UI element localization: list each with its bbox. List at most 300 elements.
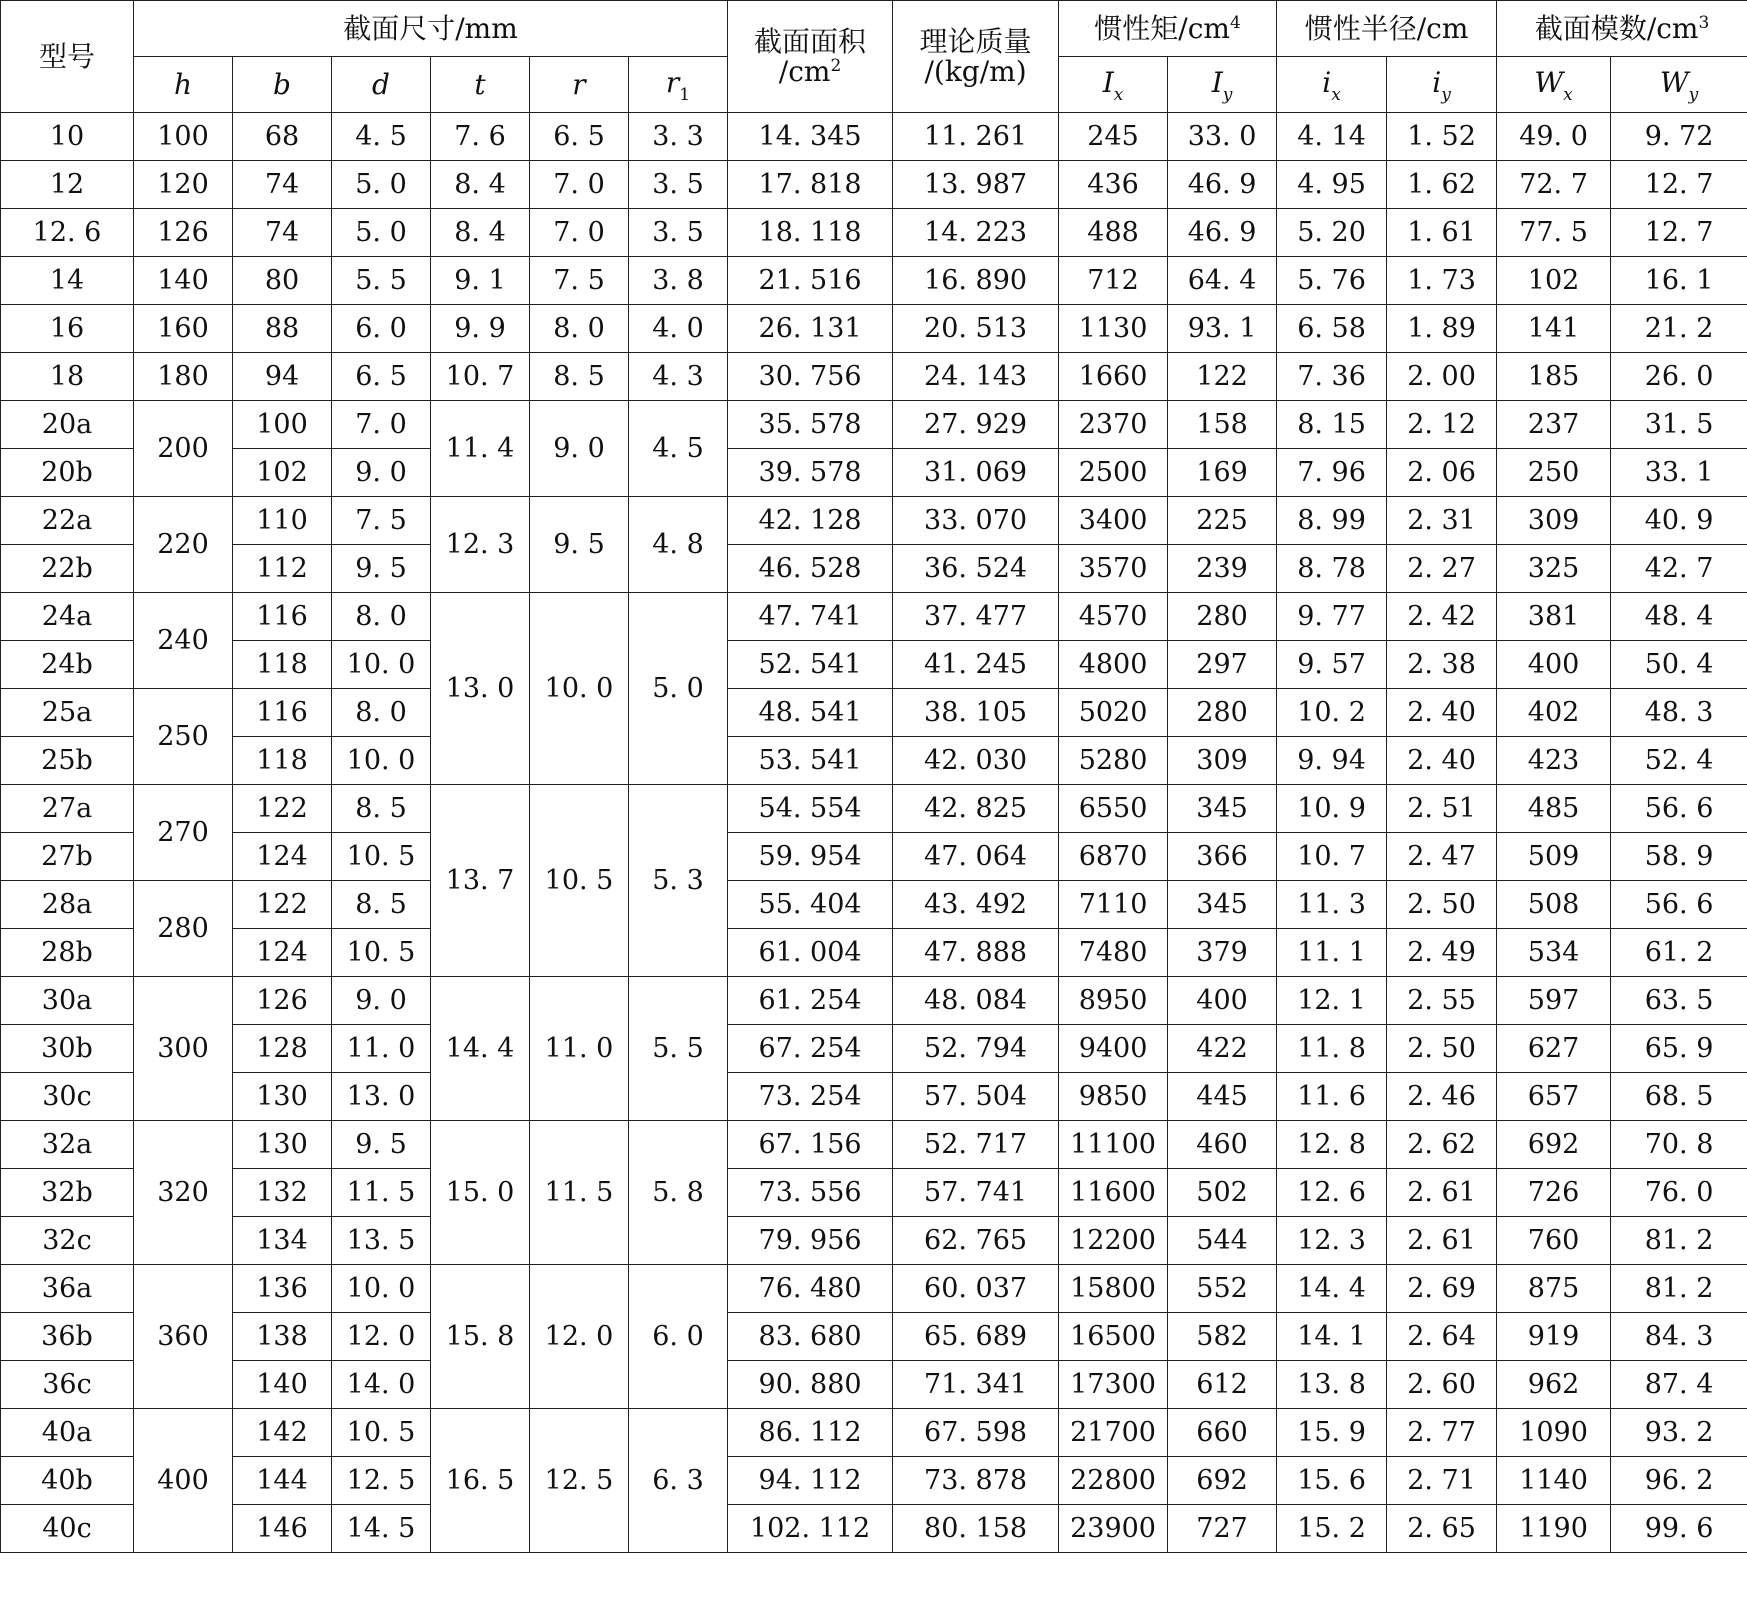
- cell-d: 14. 0: [332, 1361, 431, 1409]
- cell-mass: 33. 070: [893, 497, 1059, 545]
- cell-Wx: 1090: [1497, 1409, 1611, 1457]
- cell-Wx: 423: [1497, 737, 1611, 785]
- cell-r1: 4. 3: [629, 353, 728, 401]
- cell-r1: 6. 0: [629, 1265, 728, 1409]
- cell-Wy: 81. 2: [1611, 1265, 1747, 1313]
- cell-area: 86. 112: [728, 1409, 893, 1457]
- table-row: [1, 881, 1747, 929]
- cell-t: 13. 0: [431, 593, 530, 785]
- table-row: [1, 1457, 1747, 1505]
- cell-h: 180: [134, 353, 233, 401]
- cell-ix: 8. 99: [1277, 497, 1387, 545]
- cell-Wx: 962: [1497, 1361, 1611, 1409]
- cell-iy: 1. 89: [1387, 305, 1497, 353]
- cell-t: 7. 6: [431, 113, 530, 161]
- cell-Wx: 250: [1497, 449, 1611, 497]
- cell-iy: 1. 62: [1387, 161, 1497, 209]
- cell-Wx: 49. 0: [1497, 113, 1611, 161]
- cell-Iy: 660: [1168, 1409, 1277, 1457]
- cell-h: 120: [134, 161, 233, 209]
- cell-Wy: 87. 4: [1611, 1361, 1747, 1409]
- cell-Iy: 345: [1168, 785, 1277, 833]
- cell-ix: 12. 3: [1277, 1217, 1387, 1265]
- cell-Ix: 9850: [1059, 1073, 1168, 1121]
- cell-mass: 65. 689: [893, 1313, 1059, 1361]
- header-area-line1: 截面面积: [754, 24, 867, 58]
- cell-mass: 20. 513: [893, 305, 1059, 353]
- cell-area: 59. 954: [728, 833, 893, 881]
- cell-Wx: 508: [1497, 881, 1611, 929]
- cell-area: 30. 756: [728, 353, 893, 401]
- table-row: [1, 401, 1747, 449]
- cell-h: 100: [134, 113, 233, 161]
- cell-d: 5. 0: [332, 161, 431, 209]
- cell-t: 9. 9: [431, 305, 530, 353]
- table-body: [1, 113, 1747, 1553]
- cell-model: 27b: [1, 833, 134, 881]
- cell-b: 112: [233, 545, 332, 593]
- cell-Iy: 46. 9: [1168, 209, 1277, 257]
- cell-r: 9. 0: [530, 401, 629, 497]
- cell-ix: 8. 78: [1277, 545, 1387, 593]
- cell-area: 14. 345: [728, 113, 893, 161]
- table-row: [1, 689, 1747, 737]
- cell-Ix: 21700: [1059, 1409, 1168, 1457]
- cell-area: 73. 254: [728, 1073, 893, 1121]
- cell-ix: 4. 14: [1277, 113, 1387, 161]
- cell-Ix: 5020: [1059, 689, 1168, 737]
- cell-t: 13. 7: [431, 785, 530, 977]
- cell-Ix: 12200: [1059, 1217, 1168, 1265]
- header-Wx: $W_x$: [1497, 57, 1611, 113]
- cell-ix: 15. 9: [1277, 1409, 1387, 1457]
- cell-h: 126: [134, 209, 233, 257]
- cell-d: 13. 0: [332, 1073, 431, 1121]
- table-row: [1, 1313, 1747, 1361]
- cell-area: 35. 578: [728, 401, 893, 449]
- table-row: [1, 977, 1747, 1025]
- cell-iy: 2. 51: [1387, 785, 1497, 833]
- cell-model: 30b: [1, 1025, 134, 1073]
- cell-Iy: 280: [1168, 593, 1277, 641]
- table-row: [1, 1169, 1747, 1217]
- cell-model: 25b: [1, 737, 134, 785]
- cell-area: 39. 578: [728, 449, 893, 497]
- cell-area: 67. 156: [728, 1121, 893, 1169]
- cell-Iy: 309: [1168, 737, 1277, 785]
- cell-Wy: 96. 2: [1611, 1457, 1747, 1505]
- cell-t: 10. 7: [431, 353, 530, 401]
- cell-area: 48. 541: [728, 689, 893, 737]
- cell-model: 40b: [1, 1457, 134, 1505]
- cell-iy: 2. 62: [1387, 1121, 1497, 1169]
- cell-Iy: 692: [1168, 1457, 1277, 1505]
- cell-Iy: 445: [1168, 1073, 1277, 1121]
- cell-r1: 4. 8: [629, 497, 728, 593]
- cell-ix: 9. 77: [1277, 593, 1387, 641]
- cell-b: 130: [233, 1073, 332, 1121]
- cell-area: 83. 680: [728, 1313, 893, 1361]
- cell-h: 360: [134, 1265, 233, 1409]
- cell-iy: 2. 61: [1387, 1169, 1497, 1217]
- cell-d: 8. 5: [332, 881, 431, 929]
- table-row: [1, 305, 1747, 353]
- cell-iy: 2. 27: [1387, 545, 1497, 593]
- cell-d: 12. 5: [332, 1457, 431, 1505]
- cell-area: 61. 254: [728, 977, 893, 1025]
- cell-d: 10. 5: [332, 1409, 431, 1457]
- cell-h: 140: [134, 257, 233, 305]
- cell-ix: 10. 9: [1277, 785, 1387, 833]
- cell-b: 130: [233, 1121, 332, 1169]
- cell-t: 15. 0: [431, 1121, 530, 1265]
- cell-d: 10. 0: [332, 641, 431, 689]
- cell-d: 10. 5: [332, 833, 431, 881]
- cell-h: 250: [134, 689, 233, 785]
- cell-Wx: 919: [1497, 1313, 1611, 1361]
- cell-Wy: 26. 0: [1611, 353, 1747, 401]
- cell-d: 5. 5: [332, 257, 431, 305]
- cell-Iy: 297: [1168, 641, 1277, 689]
- cell-ix: 11. 1: [1277, 929, 1387, 977]
- header-section-dims: 截面尺寸/mm: [134, 1, 728, 57]
- cell-mass: 42. 030: [893, 737, 1059, 785]
- cell-b: 144: [233, 1457, 332, 1505]
- cell-iy: 2. 31: [1387, 497, 1497, 545]
- cell-model: 12. 6: [1, 209, 134, 257]
- cell-iy: 2. 77: [1387, 1409, 1497, 1457]
- cell-Iy: 552: [1168, 1265, 1277, 1313]
- cell-mass: 71. 341: [893, 1361, 1059, 1409]
- cell-ix: 15. 2: [1277, 1505, 1387, 1553]
- cell-r: 7. 0: [530, 209, 629, 257]
- cell-iy: 2. 55: [1387, 977, 1497, 1025]
- cell-Ix: 7110: [1059, 881, 1168, 929]
- cell-r: 11. 5: [530, 1121, 629, 1265]
- cell-Wy: 9. 72: [1611, 113, 1747, 161]
- cell-b: 122: [233, 881, 332, 929]
- cell-Wx: 1140: [1497, 1457, 1611, 1505]
- cell-mass: 31. 069: [893, 449, 1059, 497]
- cell-model: 12: [1, 161, 134, 209]
- cell-ix: 14. 4: [1277, 1265, 1387, 1313]
- cell-model: 36a: [1, 1265, 134, 1313]
- cell-ix: 9. 57: [1277, 641, 1387, 689]
- cell-Ix: 2500: [1059, 449, 1168, 497]
- cell-b: 136: [233, 1265, 332, 1313]
- cell-r: 6. 5: [530, 113, 629, 161]
- cell-d: 9. 5: [332, 545, 431, 593]
- cell-mass: 47. 888: [893, 929, 1059, 977]
- cell-t: 9. 1: [431, 257, 530, 305]
- header-inertia: 惯性矩$/cm^4$: [1059, 1, 1277, 57]
- cell-b: 124: [233, 833, 332, 881]
- cell-mass: 13. 987: [893, 161, 1059, 209]
- cell-Wy: 31. 5: [1611, 401, 1747, 449]
- cell-area: 54. 554: [728, 785, 893, 833]
- cell-b: 140: [233, 1361, 332, 1409]
- cell-iy: 2. 69: [1387, 1265, 1497, 1313]
- cell-h: 200: [134, 401, 233, 497]
- cell-mass: 36. 524: [893, 545, 1059, 593]
- cell-ix: 6. 58: [1277, 305, 1387, 353]
- cell-iy: 2. 40: [1387, 737, 1497, 785]
- cell-Wy: 33. 1: [1611, 449, 1747, 497]
- cell-d: 11. 5: [332, 1169, 431, 1217]
- cell-Iy: 502: [1168, 1169, 1277, 1217]
- cell-b: 110: [233, 497, 332, 545]
- cell-ix: 13. 8: [1277, 1361, 1387, 1409]
- cell-t: 8. 4: [431, 161, 530, 209]
- cell-Wy: 21. 2: [1611, 305, 1747, 353]
- cell-mass: 42. 825: [893, 785, 1059, 833]
- table-row: [1, 593, 1747, 641]
- cell-Wx: 325: [1497, 545, 1611, 593]
- cell-b: 128: [233, 1025, 332, 1073]
- cell-d: 8. 0: [332, 689, 431, 737]
- cell-r1: 5. 8: [629, 1121, 728, 1265]
- cell-area: 55. 404: [728, 881, 893, 929]
- cell-Iy: 169: [1168, 449, 1277, 497]
- cell-model: 36c: [1, 1361, 134, 1409]
- header-Iy: $I_y$: [1168, 57, 1277, 113]
- cell-Iy: 727: [1168, 1505, 1277, 1553]
- cell-Ix: 4570: [1059, 593, 1168, 641]
- table-row: [1, 785, 1747, 833]
- cell-h: 320: [134, 1121, 233, 1265]
- cell-Wy: 48. 3: [1611, 689, 1747, 737]
- cell-iy: 2. 12: [1387, 401, 1497, 449]
- cell-area: 47. 741: [728, 593, 893, 641]
- cell-b: 146: [233, 1505, 332, 1553]
- cell-Wx: 102: [1497, 257, 1611, 305]
- cell-h: 220: [134, 497, 233, 593]
- cell-ix: 11. 6: [1277, 1073, 1387, 1121]
- cell-r: 10. 0: [530, 593, 629, 785]
- cell-d: 8. 5: [332, 785, 431, 833]
- table-row: [1, 833, 1747, 881]
- cell-Wy: 65. 9: [1611, 1025, 1747, 1073]
- cell-Ix: 16500: [1059, 1313, 1168, 1361]
- cell-mass: 43. 492: [893, 881, 1059, 929]
- cell-ix: 5. 76: [1277, 257, 1387, 305]
- cell-d: 9. 5: [332, 1121, 431, 1169]
- table-row: [1, 209, 1747, 257]
- cell-model: 28a: [1, 881, 134, 929]
- cell-mass: 80. 158: [893, 1505, 1059, 1553]
- cell-Iy: 366: [1168, 833, 1277, 881]
- cell-Wx: 237: [1497, 401, 1611, 449]
- header-iy: $i_y$: [1387, 57, 1497, 113]
- cell-Ix: 11100: [1059, 1121, 1168, 1169]
- cell-iy: 2. 06: [1387, 449, 1497, 497]
- cell-r: 11. 0: [530, 977, 629, 1121]
- cell-mass: 62. 765: [893, 1217, 1059, 1265]
- cell-iy: 2. 47: [1387, 833, 1497, 881]
- cell-r1: 6. 3: [629, 1409, 728, 1553]
- header-Ix: $I_x$: [1059, 57, 1168, 113]
- cell-Wy: 63. 5: [1611, 977, 1747, 1025]
- cell-mass: 37. 477: [893, 593, 1059, 641]
- table-row: [1, 641, 1747, 689]
- cell-r: 12. 0: [530, 1265, 629, 1409]
- header-ix: $i_x$: [1277, 57, 1387, 113]
- cell-b: 118: [233, 737, 332, 785]
- cell-Ix: 11600: [1059, 1169, 1168, 1217]
- cell-Iy: 544: [1168, 1217, 1277, 1265]
- header-modulus: 截面模数$/cm^3$: [1497, 1, 1747, 57]
- cell-area: 53. 541: [728, 737, 893, 785]
- cell-Wx: 141: [1497, 305, 1611, 353]
- cell-mass: 11. 261: [893, 113, 1059, 161]
- cell-b: 88: [233, 305, 332, 353]
- cell-model: 40c: [1, 1505, 134, 1553]
- table-row: [1, 737, 1747, 785]
- cell-model: 25a: [1, 689, 134, 737]
- cell-Iy: 345: [1168, 881, 1277, 929]
- cell-Iy: 379: [1168, 929, 1277, 977]
- cell-b: 132: [233, 1169, 332, 1217]
- cell-b: 102: [233, 449, 332, 497]
- cell-h: 160: [134, 305, 233, 353]
- cell-Ix: 7480: [1059, 929, 1168, 977]
- cell-r: 12. 5: [530, 1409, 629, 1553]
- cell-Wx: 534: [1497, 929, 1611, 977]
- cell-d: 5. 0: [332, 209, 431, 257]
- cell-Wx: 875: [1497, 1265, 1611, 1313]
- cell-d: 12. 0: [332, 1313, 431, 1361]
- cell-r: 7. 5: [530, 257, 629, 305]
- cell-iy: 2. 71: [1387, 1457, 1497, 1505]
- cell-ix: 11. 3: [1277, 881, 1387, 929]
- cell-Iy: 122: [1168, 353, 1277, 401]
- header-b: b: [233, 57, 332, 113]
- cell-area: 94. 112: [728, 1457, 893, 1505]
- table-row: [1, 1505, 1747, 1553]
- cell-model: 22a: [1, 497, 134, 545]
- cell-Wx: 509: [1497, 833, 1611, 881]
- cell-iy: 2. 49: [1387, 929, 1497, 977]
- cell-area: 17. 818: [728, 161, 893, 209]
- cell-iy: 2. 50: [1387, 881, 1497, 929]
- cell-Iy: 422: [1168, 1025, 1277, 1073]
- cell-iy: 2. 38: [1387, 641, 1497, 689]
- cell-Ix: 4800: [1059, 641, 1168, 689]
- cell-Ix: 245: [1059, 113, 1168, 161]
- header-radius: 惯性半径/cm: [1277, 1, 1497, 57]
- cell-ix: 11. 8: [1277, 1025, 1387, 1073]
- cell-h: 240: [134, 593, 233, 689]
- cell-h: 300: [134, 977, 233, 1121]
- cell-iy: 1. 52: [1387, 113, 1497, 161]
- cell-t: 8. 4: [431, 209, 530, 257]
- cell-mass: 48. 084: [893, 977, 1059, 1025]
- cell-d: 9. 0: [332, 977, 431, 1025]
- table-row: [1, 1265, 1747, 1313]
- cell-b: 74: [233, 209, 332, 257]
- cell-b: 126: [233, 977, 332, 1025]
- cell-model: 30c: [1, 1073, 134, 1121]
- cell-model: 32c: [1, 1217, 134, 1265]
- cell-Wy: 12. 7: [1611, 209, 1747, 257]
- cell-b: 138: [233, 1313, 332, 1361]
- cell-r: 7. 0: [530, 161, 629, 209]
- cell-model: 32a: [1, 1121, 134, 1169]
- cell-r1: 3. 5: [629, 209, 728, 257]
- cell-h: 280: [134, 881, 233, 977]
- cell-t: 15. 8: [431, 1265, 530, 1409]
- cell-model: 20b: [1, 449, 134, 497]
- cell-iy: 2. 61: [1387, 1217, 1497, 1265]
- cell-d: 14. 5: [332, 1505, 431, 1553]
- cell-r1: 3. 8: [629, 257, 728, 305]
- cell-Ix: 17300: [1059, 1361, 1168, 1409]
- cell-r1: 4. 5: [629, 401, 728, 497]
- cell-Wy: 93. 2: [1611, 1409, 1747, 1457]
- cell-d: 4. 5: [332, 113, 431, 161]
- cell-d: 11. 0: [332, 1025, 431, 1073]
- cell-Wy: 99. 6: [1611, 1505, 1747, 1553]
- table-row: [1, 1361, 1747, 1409]
- cell-b: 68: [233, 113, 332, 161]
- cell-r1: 5. 5: [629, 977, 728, 1121]
- cell-model: 18: [1, 353, 134, 401]
- cell-Wy: 58. 9: [1611, 833, 1747, 881]
- cell-Ix: 5280: [1059, 737, 1168, 785]
- cell-r1: 3. 3: [629, 113, 728, 161]
- cell-t: 14. 4: [431, 977, 530, 1121]
- cell-Iy: 400: [1168, 977, 1277, 1025]
- cell-Ix: 436: [1059, 161, 1168, 209]
- cell-model: 24a: [1, 593, 134, 641]
- cell-model: 32b: [1, 1169, 134, 1217]
- cell-mass: 57. 504: [893, 1073, 1059, 1121]
- cell-model: 10: [1, 113, 134, 161]
- cell-Iy: 460: [1168, 1121, 1277, 1169]
- cell-b: 116: [233, 593, 332, 641]
- cell-ix: 14. 1: [1277, 1313, 1387, 1361]
- cell-b: 94: [233, 353, 332, 401]
- cell-iy: 2. 42: [1387, 593, 1497, 641]
- cell-model: 40a: [1, 1409, 134, 1457]
- cell-d: 10. 0: [332, 1265, 431, 1313]
- cell-d: 13. 5: [332, 1217, 431, 1265]
- cell-Wy: 56. 6: [1611, 881, 1747, 929]
- table-row: [1, 353, 1747, 401]
- cell-mass: 73. 878: [893, 1457, 1059, 1505]
- cell-d: 6. 5: [332, 353, 431, 401]
- header-t: t: [431, 57, 530, 113]
- cell-Ix: 23900: [1059, 1505, 1168, 1553]
- cell-model: 28b: [1, 929, 134, 977]
- cell-model: 27a: [1, 785, 134, 833]
- table-row: [1, 257, 1747, 305]
- cell-mass: 38. 105: [893, 689, 1059, 737]
- cell-r: 8. 5: [530, 353, 629, 401]
- cell-area: 73. 556: [728, 1169, 893, 1217]
- cell-b: 80: [233, 257, 332, 305]
- cell-b: 100: [233, 401, 332, 449]
- table-row: [1, 1073, 1747, 1121]
- cell-Ix: 15800: [1059, 1265, 1168, 1313]
- cell-mass: 24. 143: [893, 353, 1059, 401]
- header-mass-line1: 理论质量: [919, 24, 1032, 58]
- cell-area: 46. 528: [728, 545, 893, 593]
- table-row: [1, 929, 1747, 977]
- cell-r: 10. 5: [530, 785, 629, 977]
- cell-mass: 14. 223: [893, 209, 1059, 257]
- cell-Ix: 6870: [1059, 833, 1168, 881]
